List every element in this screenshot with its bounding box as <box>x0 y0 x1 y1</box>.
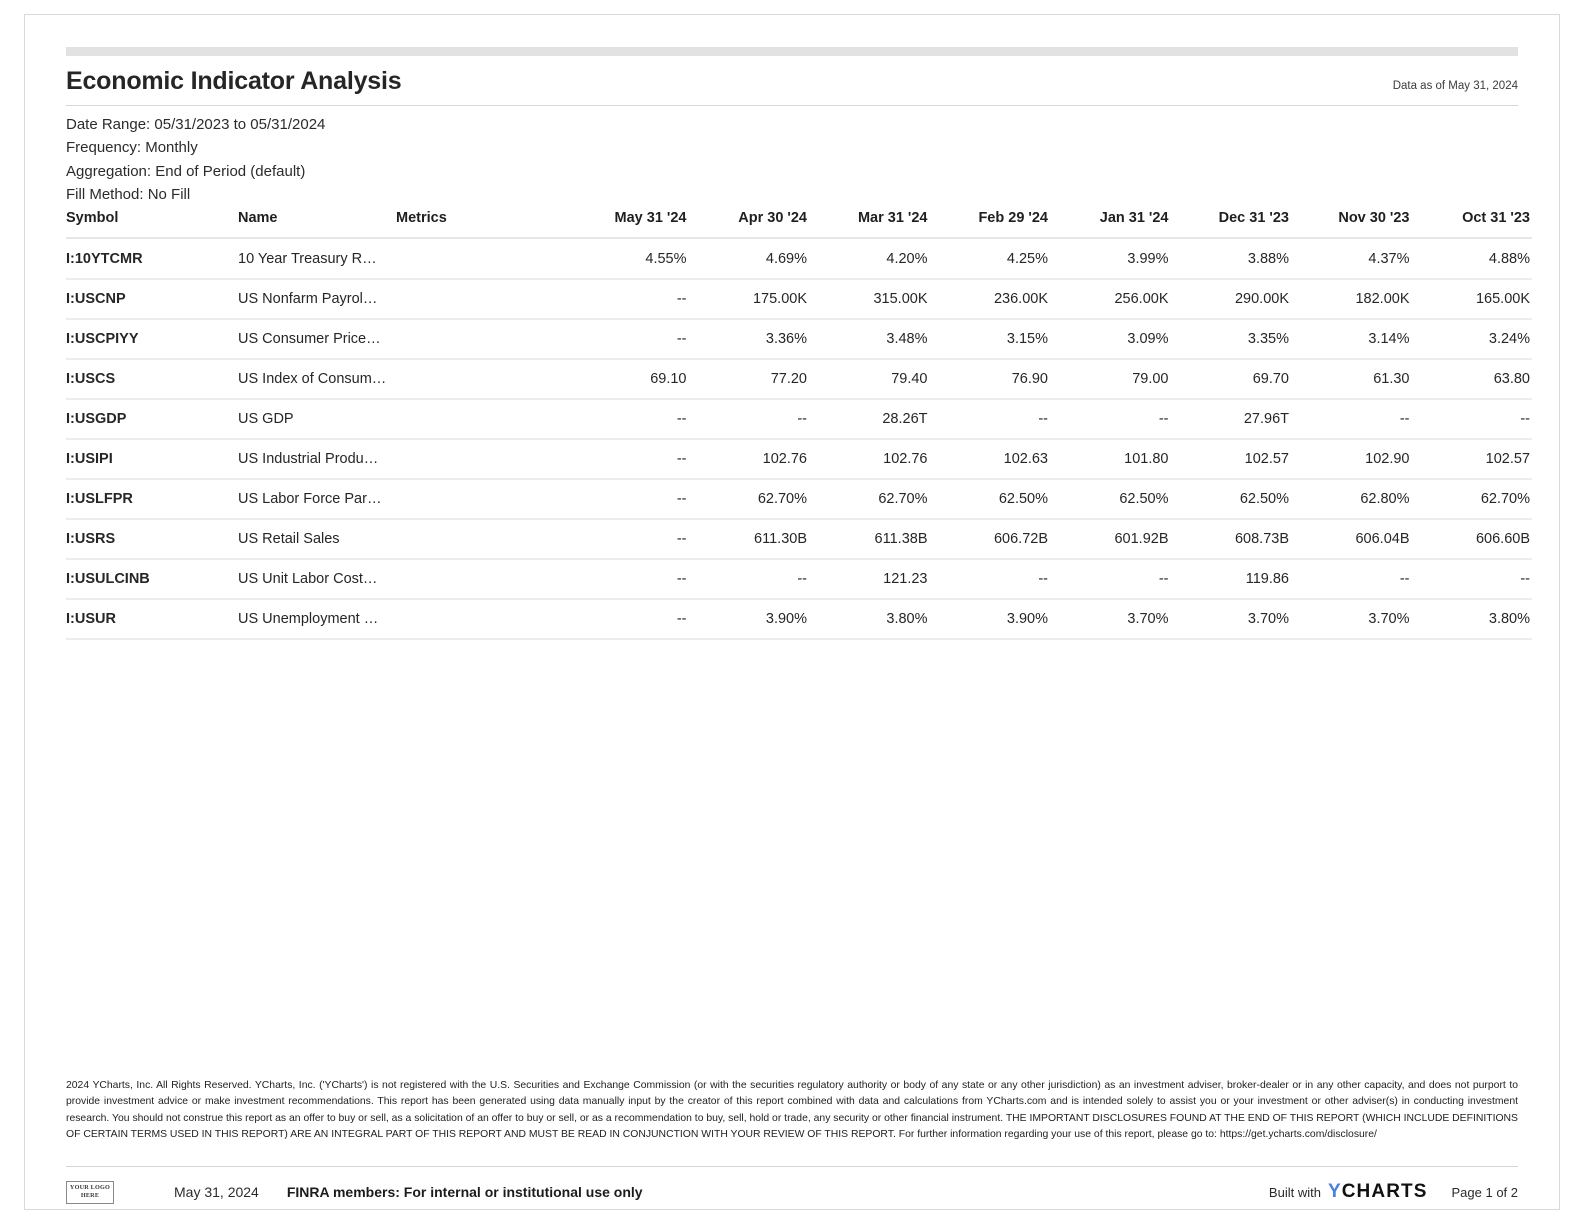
cell-value: -- <box>1050 559 1171 599</box>
cell-value: 61.30 <box>1291 359 1412 399</box>
cell-name: US Consumer Price… <box>238 319 396 359</box>
date-range-label: Date Range: 05/31/2023 to 05/31/2024 <box>66 115 326 133</box>
cell-value: 69.70 <box>1171 359 1292 399</box>
cell-value: -- <box>689 559 810 599</box>
cell-value: 3.80% <box>1412 599 1533 639</box>
cell-value: 79.00 <box>1050 359 1171 399</box>
ycharts-logo <box>1328 1181 1428 1203</box>
cell-symbol[interactable]: I:USCNP <box>66 279 238 319</box>
column-header-name[interactable]: Name <box>238 210 278 226</box>
table-row[interactable] <box>66 279 1532 319</box>
cell-value: 102.57 <box>1171 439 1292 479</box>
cell-value: 62.70% <box>689 479 810 519</box>
logo-line-1: YOUR LOGO <box>69 1184 111 1191</box>
cell-value: -- <box>568 479 689 519</box>
cell-value: -- <box>568 439 689 479</box>
cell-symbol[interactable]: I:USULCINB <box>66 559 238 599</box>
cell-value: 102.76 <box>809 439 930 479</box>
cell-symbol[interactable]: I:USIPI <box>66 439 238 479</box>
data-as-of-label: Data as of May 31, 2024 <box>1392 80 1518 92</box>
cell-value: 3.14% <box>1291 319 1412 359</box>
cell-value: 4.20% <box>809 238 930 279</box>
legal-disclaimer: 2024 YCharts, Inc. All Rights Reserved. YCharts, Inc. ('YCharts') is not registered with the U.S. Securities and Exchange Commission (or with the securities regulatory authority or body of any state or any other jurisdiction) as an investment adviser, broker-dealer or in any other capacity, and does not purport to provide investment advice or make investment recommendations. This report has been generated using data manually input by the creator of this report combined with data and calculations from YCharts.com and is intended solely to assist you or your investment or other adviser(s) in conducting investment research. You should not construe this report as an offer to buy or sell, as a solicitation of an offer to buy or sell, or as a recommendation to buy, sell, hold or trade, any security or other financial instrument. THE IMPORTANT DISCLOSURES FOUND AT THE END OF THIS REPORT (WHICH INCLUDE DEFINITIONS OF CERTAIN TERMS USED IN THIS REPORT) ARE AN INTEGRAL PART OF THIS REPORT AND MUST BE READ IN CONJUNCTION WITH YOUR REVIEW OF THIS REPORT. For further information regarding your use of this report, please go to: https://get.ycharts.com/disclosure/ <box>66 1080 1518 1140</box>
cell-value: 165.00K <box>1412 279 1533 319</box>
cell-value: 102.76 <box>689 439 810 479</box>
cell-value: 3.24% <box>1412 319 1533 359</box>
table-row[interactable] <box>66 319 1532 359</box>
cell-value: 4.88% <box>1412 238 1533 279</box>
table-row[interactable] <box>66 359 1532 399</box>
cell-value: 62.50% <box>1171 479 1292 519</box>
cell-value: 3.88% <box>1171 238 1292 279</box>
cell-value: -- <box>1291 559 1412 599</box>
cell-value: 606.60B <box>1412 519 1533 559</box>
cell-metrics <box>396 359 568 399</box>
ycharts-y-mark: Y <box>1327 1181 1342 1202</box>
header-divider <box>66 105 1518 106</box>
cell-value: 611.30B <box>689 519 810 559</box>
cell-value: 608.73B <box>1171 519 1292 559</box>
header-title-row <box>66 68 1518 96</box>
cell-value: 102.63 <box>930 439 1051 479</box>
column-header-metrics[interactable]: Metrics <box>396 210 447 226</box>
cell-value: -- <box>568 519 689 559</box>
cell-metrics <box>396 479 568 519</box>
cell-metrics <box>396 399 568 439</box>
column-header-oct-31-23[interactable]: Oct 31 '23 <box>1462 210 1530 226</box>
table-row[interactable] <box>66 559 1532 599</box>
cell-metrics <box>396 279 568 319</box>
fill-method-label: Fill Method: No Fill <box>66 186 191 203</box>
report-header <box>66 68 1518 207</box>
cell-name: US Retail Sales <box>238 519 396 559</box>
cell-symbol[interactable]: I:10YTCMR <box>66 238 238 279</box>
column-header-symbol[interactable]: Symbol <box>66 210 119 226</box>
cell-value: -- <box>568 559 689 599</box>
aggregation-label: Aggregation: End of Period (default) <box>66 162 306 180</box>
cell-symbol[interactable]: I:USGDP <box>66 399 238 439</box>
cell-name: US Unemployment … <box>238 599 396 639</box>
cell-metrics <box>396 559 568 599</box>
report-parameters <box>66 113 1518 207</box>
cell-value: -- <box>568 319 689 359</box>
column-header-dec-31-23[interactable]: Dec 31 '23 <box>1218 210 1289 226</box>
cell-symbol[interactable]: I:USRS <box>66 519 238 559</box>
footer-divider <box>66 1166 1518 1167</box>
cell-symbol[interactable]: I:USLFPR <box>66 479 238 519</box>
cell-value: 79.40 <box>809 359 930 399</box>
cell-value: 175.00K <box>689 279 810 319</box>
cell-value: 119.86 <box>1171 559 1292 599</box>
cell-value: 606.04B <box>1291 519 1412 559</box>
cell-value: 62.50% <box>1050 479 1171 519</box>
cell-value: 3.15% <box>930 319 1051 359</box>
cell-metrics <box>396 519 568 559</box>
cell-value: 3.09% <box>1050 319 1171 359</box>
cell-value: 76.90 <box>930 359 1051 399</box>
page-title: Economic Indicator Analysis <box>66 67 402 95</box>
cell-metrics <box>396 599 568 639</box>
cell-value: 3.70% <box>1171 599 1292 639</box>
cell-name: US Industrial Produ… <box>238 439 396 479</box>
logo-line-2: HERE <box>80 1192 100 1199</box>
ycharts-wordmark: CHARTS <box>1341 1181 1428 1202</box>
cell-value: 102.57 <box>1412 439 1533 479</box>
cell-value: 4.69% <box>689 238 810 279</box>
table-body <box>66 238 1532 639</box>
table-header-row <box>66 210 1532 238</box>
table-row[interactable] <box>66 519 1532 559</box>
cell-value: 3.48% <box>809 319 930 359</box>
cell-value: -- <box>568 599 689 639</box>
cell-metrics <box>396 238 568 279</box>
cell-value: 28.26T <box>809 399 930 439</box>
frequency-label: Frequency: Monthly <box>66 139 198 156</box>
cell-value: -- <box>930 559 1051 599</box>
cell-value: -- <box>1412 559 1533 599</box>
cell-value: -- <box>1412 399 1533 439</box>
cell-metrics <box>396 439 568 479</box>
built-with-label: Built with <box>1268 1184 1321 1200</box>
cell-value: -- <box>1050 399 1171 439</box>
column-header-nov-30-23[interactable]: Nov 30 '23 <box>1338 210 1410 226</box>
cell-value: 62.50% <box>930 479 1051 519</box>
footer-right-group <box>1269 1181 1518 1203</box>
table-row[interactable] <box>66 479 1532 519</box>
cell-value: 63.80 <box>1412 359 1533 399</box>
cell-value: 236.00K <box>930 279 1051 319</box>
cell-value: 27.96T <box>1171 399 1292 439</box>
cell-value: 315.00K <box>809 279 930 319</box>
cell-value: 3.36% <box>689 319 810 359</box>
cell-value: 3.99% <box>1050 238 1171 279</box>
your-logo-placeholder <box>66 1181 114 1204</box>
table-row[interactable] <box>66 599 1532 639</box>
cell-value: 3.70% <box>1291 599 1412 639</box>
cell-value: 601.92B <box>1050 519 1171 559</box>
cell-symbol[interactable]: I:USCPIYY <box>66 319 238 359</box>
cell-value: 3.90% <box>930 599 1051 639</box>
cell-value: 611.38B <box>809 519 930 559</box>
top-accent-bar <box>66 47 1518 56</box>
column-header-jan-31-24[interactable]: Jan 31 '24 <box>1099 210 1169 226</box>
cell-value: 77.20 <box>689 359 810 399</box>
cell-value: -- <box>568 279 689 319</box>
column-header-apr-30-24[interactable]: Apr 30 '24 <box>738 210 807 226</box>
cell-name: US Labor Force Par… <box>238 479 396 519</box>
cell-value: 62.70% <box>1412 479 1533 519</box>
cell-name: US Unit Labor Cost… <box>238 559 396 599</box>
cell-value: 3.90% <box>689 599 810 639</box>
cell-value: 4.25% <box>930 238 1051 279</box>
column-header-mar-31-24[interactable]: Mar 31 '24 <box>857 210 928 226</box>
cell-value: 290.00K <box>1171 279 1292 319</box>
cell-value: 62.80% <box>1291 479 1412 519</box>
cell-value: -- <box>1291 399 1412 439</box>
cell-metrics <box>396 319 568 359</box>
cell-symbol[interactable]: I:USCS <box>66 359 238 399</box>
cell-name: US Index of Consum… <box>238 359 396 399</box>
cell-name: 10 Year Treasury R… <box>238 238 396 279</box>
column-header-feb-29-24[interactable]: Feb 29 '24 <box>978 210 1048 226</box>
cell-value: 69.10 <box>568 359 689 399</box>
cell-value: 4.55% <box>568 238 689 279</box>
cell-value: 4.37% <box>1291 238 1412 279</box>
cell-value: 606.72B <box>930 519 1051 559</box>
cell-value: -- <box>689 399 810 439</box>
cell-name: US GDP <box>238 399 396 439</box>
column-header-may-31-24[interactable]: May 31 '24 <box>614 210 687 226</box>
cell-value: 101.80 <box>1050 439 1171 479</box>
cell-value: 182.00K <box>1291 279 1412 319</box>
cell-value: 3.80% <box>809 599 930 639</box>
footer-date: May 31, 2024 <box>174 1184 259 1200</box>
cell-value: 62.70% <box>809 479 930 519</box>
cell-value: -- <box>568 399 689 439</box>
indicator-table <box>66 210 1532 640</box>
cell-symbol[interactable]: I:USUR <box>66 599 238 639</box>
page-footer <box>66 1174 1518 1210</box>
table-header <box>66 210 1532 238</box>
table-row[interactable] <box>66 238 1532 279</box>
table-row[interactable] <box>66 439 1532 479</box>
cell-value: 3.35% <box>1171 319 1292 359</box>
table-row[interactable] <box>66 399 1532 439</box>
cell-value: 256.00K <box>1050 279 1171 319</box>
cell-value: -- <box>930 399 1051 439</box>
cell-value: 102.90 <box>1291 439 1412 479</box>
cell-value: 121.23 <box>809 559 930 599</box>
cell-value: 3.70% <box>1050 599 1171 639</box>
page-number: Page 1 of 2 <box>1451 1184 1518 1200</box>
finra-notice: FINRA members: For internal or institutional use only <box>286 1184 643 1200</box>
cell-name: US Nonfarm Payrol… <box>238 279 396 319</box>
